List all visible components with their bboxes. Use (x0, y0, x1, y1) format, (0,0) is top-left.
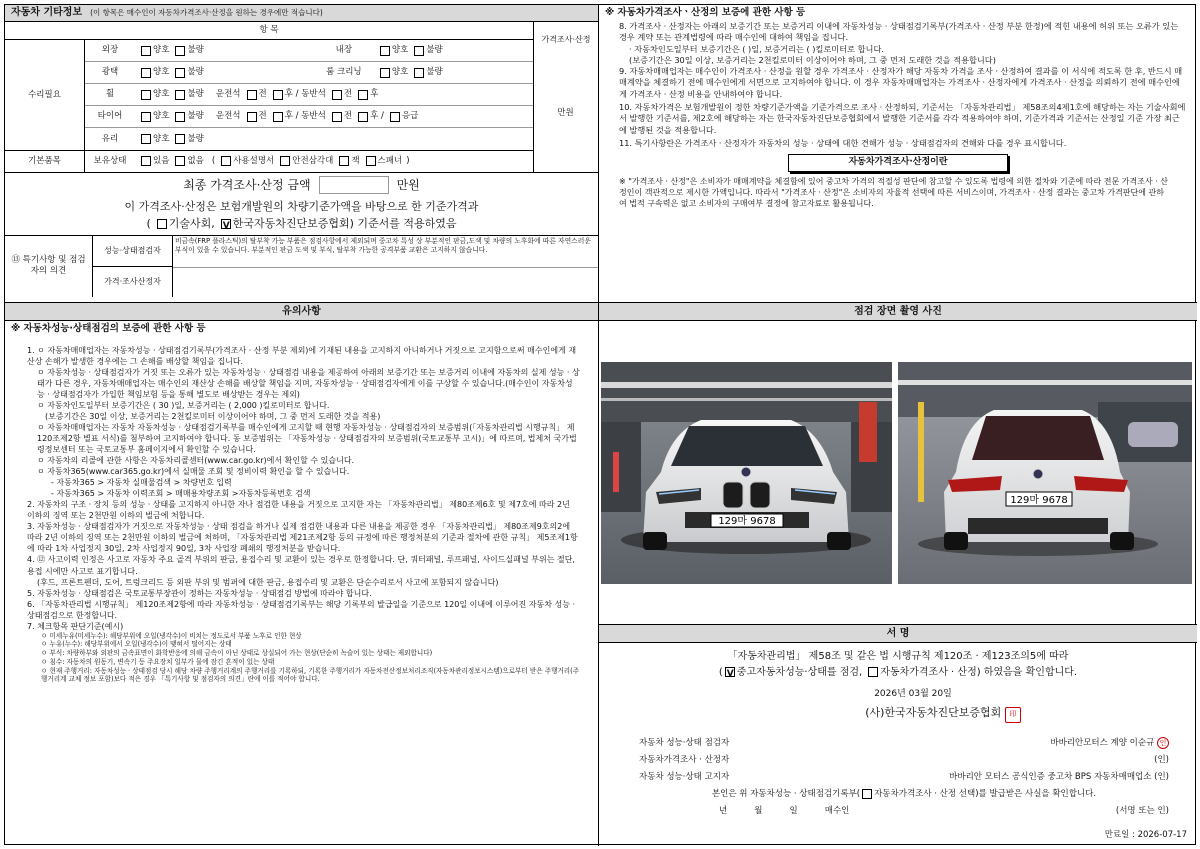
criteria-item: ㅇ 침수: 자동차의 원동기, 변속기 등 주요장치 일부가 물에 잠긴 흔적이 있는 상태 (41, 657, 275, 666)
position-checkbox[interactable] (332, 90, 342, 100)
criteria-item: ㅇ 부식: 차량하부와 외판의 금속표면이 화학반응에 의해 금속이 아닌 상태로 상실되어 가는 현상(단순히 녹슬어 있는 상태는 제외합니다) (41, 649, 433, 658)
expiry-date: 만료일 : 2026-07-17 (1104, 830, 1187, 841)
bad-checkbox[interactable] (175, 68, 185, 78)
sign-row: 자동차가격조사 · 산정자 (인) (639, 755, 1169, 765)
caution-item: ㅇ 자동차매매업자는 자동차 자동차성능 · 상태점검기록부를 매수인에게 고지할 때 현행 자동차성능 · 상태점검자의 보증범위(「자동차관리법 시행규칙」 제120조제2항 별표 서식)를 첨부하여 고지하여야 합니다. 동 보증범위는 「자동차성능 · 상태점검자의 보증범위(국토교통부 고시)」에 따르며, 법제처 국가법령정보센터 또는 국토교통부 홈페이지에서 확인할 수 있습니다. (37, 423, 577, 455)
caution-item: (후드, 프론트펜더, 도어, 트렁크리드 등 외판 부위 및 범퍼에 대한 판금, 용접수리 및 교환은 단순수리로서 사고에 포함되지 않습니다) (37, 577, 499, 587)
guarantee-title: ※ 자동차가격조사ㆍ산정의 보증에 관한 사항 등 (605, 7, 806, 18)
inspect-checkbox[interactable] (725, 667, 735, 677)
front-car-photo-image (601, 362, 892, 584)
position-checkbox[interactable] (247, 90, 257, 100)
good-checkbox[interactable] (141, 46, 151, 56)
triangle-checkbox[interactable] (280, 156, 290, 166)
sign-row: 자동차 성능·상태 고지자 바바리안 모터스 공식인증 중고차 BPS 자동차매매업소 (인) (639, 772, 1169, 782)
caution-item: ㅇ 자동차365(www.car365.go.kr)에서 실매물 조회 및 정비이력 확인을 할 수 있습니다. (37, 467, 350, 477)
standard-note: 이 가격조사·산정은 보험개발원의 차량기준가액을 바탕으로 한 기준가격과 ( 기술사회,V 한국자동차진단보증협회) 기준서를 적용하였음 (5, 198, 598, 232)
bad-checkbox[interactable] (175, 134, 185, 144)
row-glass: 유리 양호 불량 (101, 133, 204, 144)
confirm-line: 본인은 위 자동차성능 · 상태점검기록부( 자동차가격조사 · 산정 선택)를 발급받은 사실을 확인합니다. (711, 789, 1097, 799)
repair-rows (85, 40, 533, 150)
guarantee-section (599, 5, 1197, 302)
kadif-checkbox[interactable] (221, 219, 231, 229)
spanner-checkbox[interactable] (366, 156, 376, 166)
front-car-photo (601, 362, 892, 584)
guarantee-item: 10. 자동차가격은 보험개발원이 정한 차량기준가액을 기준가격으로 조사 · 산정하되, 기준서는 「자동차관리법」 제58조의4제1호에 해당하는 자는 기술사회에서 발행한 기준서를, 제2호에 해당하는 자는 한국자동차진단보증협회에서 발행한 기준서를 각각 적용하여야 하며, 기준가격과 기준서는 산정일 기준 가장 최근에 발행된 것을 적용합니다. (619, 102, 1186, 135)
caution-item: ㅇ 자동차성능 · 상태점검자가 거짓 또는 오류가 있는 자동차성능 · 상태점검 내용을 제공하여 아래의 보증기간 또는 보증거리 이내에 자동차의 실제 성능 · 상태가 다른 경우, 자동차매매업자는 매수인의 재산상 손해를 배상할 책임을 지며, 자동차성능 · 상태점검자에게 이를 구상할 수 있습니다.(매수인이 자동차성능 · 상태점검자가 가입한 책임보험 등을 통해 별도로 배상받는 경우는 제외) (37, 367, 580, 399)
bad-checkbox[interactable] (175, 90, 185, 100)
none-checkbox[interactable] (175, 156, 185, 166)
caution-item: ㅇ 자동차인도일부터 보증기간은 ( 30 )일, 보증거리는 ( 2,000 )킬로미터로 합니다. (37, 401, 330, 411)
criteria-item: ㅇ 누유(누수): 해당부위에서 오일(냉각수)이 맺혀서 떨어지는 상태 (41, 640, 232, 649)
row-tire: 타이어 양호 불량 운전석 전 후 / 동반석 전 후 / 응급 (85, 106, 533, 128)
basic-items-row: 기본품목 보유상태 있음 없음 ( 사용설명서 안전삼각대 잭 스패너 ) (5, 150, 533, 172)
sign-header: 서 명 (599, 625, 1197, 643)
col-item-header: 항 목 (5, 22, 533, 40)
good-checkbox[interactable] (141, 112, 151, 122)
inspector-seal-icon: 인 (1157, 737, 1169, 749)
good-checkbox[interactable] (141, 134, 151, 144)
good-checkbox[interactable] (141, 68, 151, 78)
position-checkbox[interactable] (358, 90, 368, 100)
position-checkbox[interactable] (358, 112, 368, 122)
guarantee-item: (보증기간은 30일 이상, 보증거리는 2천킬로미터 이상이어야 하며, 그 중 먼저 도래한 것을 적용합니다) (629, 54, 996, 65)
guarantee-item: 8. 가격조사 · 산정자는 아래의 보증기간 또는 보증거리 이내에 자동차성능 · 상태점검기록부(가격조사 · 산정 부분 한정)에 적힌 내용에 허위 또는 오류가 있는 경우 계약 또는 관계법령에 따라 매수인에 대하여 책임을 집니다. (619, 20, 1179, 43)
guarantee-item: · 자동차인도일부터 보증기간은 ( )일, 보증거리는 ( )킬로미터로 합니다. (629, 43, 884, 54)
row-polish: 광택 양호 불량 룸 크리닝 양호 불량 (85, 62, 533, 84)
buyer-line: 년 월 일 매수인 (서명 또는 인) (719, 806, 1169, 816)
special-inspector-label: 성능·상태점검자 (93, 235, 173, 267)
caution-item: 6. 「자동차관리법 시행규칙」 제120조제2항에 따라 자동차성능 · 상태점검기록부는 해당 기록부의 발급일을 기준으로 120일 이내에 이루어진 자동차 성능 · 상태점검으로 한정합니다. (27, 599, 576, 620)
pricing-box-title: 자동차가격조사·산정이란 (788, 154, 1008, 171)
other-info-note: (이 항목은 매수인이 자동차가격조사·산정을 원하는 경우에만 적습니다) (90, 8, 323, 18)
bad-checkbox[interactable] (414, 68, 424, 78)
position-checkbox[interactable] (247, 112, 257, 122)
caution-item: (보증기간은 30일 이상, 보증거리는 2천킬로미터 이상이어야 하며, 그 중 먼저 도래한 것을 적용) (45, 412, 381, 422)
special-inspector-text: 비금속(FRP 플라스틱)의 탈부착 가능 부품은 점검사항에서 제외되며 중고차 특성 상 부분적인 판금,도색 및 차량의 노후화에 따른 자연스러운 부식이 있을 수 있습니다. 부분적인 판금 도색 및 부식, 탈부착 가능한 공격부품 교환은 고지하지 않습니다. (175, 237, 591, 254)
position-checkbox[interactable] (273, 112, 283, 122)
caution-item: - 자동차365 > 자동차 이력조회 > 매매용차량조회 >자동차등록번호 검색 (51, 489, 311, 499)
kpe-checkbox[interactable] (157, 219, 167, 229)
criteria-item: ㅇ 미세누유(미세누수): 해당부위에 오일(냉각수)이 비치는 정도로서 부품 노후로 인한 현상 (41, 631, 302, 640)
row-wheel: 휠 양호 불량 운전석 전 후 / 동반석 전 후 (85, 84, 533, 106)
sign-rows (639, 735, 1169, 820)
good-checkbox[interactable] (380, 68, 390, 78)
rear-car-photo (898, 362, 1192, 584)
other-info-section (5, 5, 598, 297)
caution-item: 4. ⑫ 사고이력 인정은 사고로 자동차 주요 골격 부위의 판금, 용접수리 및 교환이 있는 경우로 한정합니다. 단, 쿼터패널, 루프패널, 사이드실패널 부위는 절단, 용접 시에만 사고로 표기합니다. (27, 555, 575, 576)
org-name: (사)한국자동차진단보증협회 (865, 706, 1002, 720)
special-label: ⑬ 특기사항 및 점검자의 의견 (5, 235, 93, 297)
sign-line1: 「자동차관리법」 제58조 및 같은 법 시행규칙 제120조 · 제123조의5에 따라 (727, 651, 1069, 662)
caution-item: 7. 체크항목 판단기준(예시) (27, 621, 124, 631)
sign-section: 「자동차관리법」 제58조 및 같은 법 시행규칙 제120조 · 제123조의5에 따라 (V 중고자동차성능·상태를 점검, 자동차가격조사 · 산정) 하였음을 확인합니다. 2026년 03월 20일 (사)한국자동차진단보증협회 印 자동차 성능·상태 점검자 바바리안모터스 계양 이순규 인 자동차가격조사 · 산정자 (인) 자동차 성능·상태 고지자 바바리안 모터스 공식인증 중고차 BPS 자동차매매업소 (인) 본인은 위 자동차성능 · 상태점검기록부( 자동차가격조사 · 산정 선택)를 발급받은 사실을 확인합니다. 년 월 일 매수인 (서명 또는 인) 만료일 : 2026-07-17 (599, 645, 1197, 845)
criteria-item: ㅇ 현재 주행거리: 자동차성능 · 상태점검 당시 해당 차량 주행거리계의 주행거리를 기록하되, 기록한 주행거리가 자동차전산정보처리조직(자동차관리정보시스템)으로부터 받은 주행거리(주행거리계 교체 정보 포함)보다 적은 경우 「특기사항 및 점검자의 의견」란에 이를 적어야 합니다. (41, 666, 580, 684)
confirm-pricing-checkbox[interactable] (862, 789, 872, 799)
good-checkbox[interactable] (380, 46, 390, 56)
jack-checkbox[interactable] (339, 156, 349, 166)
sign-row: 자동차 성능·상태 점검자 바바리안모터스 계양 이순규 인 (639, 735, 1169, 752)
caution-header: 유의사항 (5, 303, 598, 321)
bad-checkbox[interactable] (175, 112, 185, 122)
caution-item: 1. ㅇ 자동차매매업자는 자동차성능 · 상태점검기록부(가격조사 · 산정 부분 제외)에 기재된 내용을 고지하지 아니하거나 거짓으로 고지함으로써 매수인에게 재산상 손해가 발생한 경우에는 그 손해를 배상할 책임을 집니다. (27, 345, 577, 366)
col-price-header: 가격조사·산정 (533, 22, 598, 58)
sign-date: 2026년 03월 20일 (874, 689, 952, 699)
rear-car-photo-image (898, 362, 1192, 584)
bad-checkbox[interactable] (175, 46, 185, 56)
caution-section (5, 321, 598, 846)
price-unit: 만원 (557, 107, 574, 118)
special-pricer-label: 가격·조사산정자 (93, 267, 173, 297)
caution-item: 3. 자동차성능 · 상태점검자가 거짓으로 자동차성능 · 상태 점검을 하거나 실제 점검한 내용과 다른 내용을 제공한 경우 「자동차관리법」 제80조제9호의2에 따라 2년 이하의 징역 또는 2천만원 이하의 벌금에 처하며, 「자동차관리법 제21조제2항 등의 규정에 따른 행정처분의 기준과 절차에 관한 규칙」 제5조제1항에 따라 1차 사업정지 30일, 2차 사업정지 90일, 3차 사업장 폐쇄의 행정처분을 받습니다. (27, 522, 578, 554)
position-checkbox[interactable] (273, 90, 283, 100)
photos-header: 점검 장면 촬영 사진 (599, 303, 1197, 321)
caution-item: 5. 자동차성능 · 상태점검은 국토교통부장관이 정하는 자동차성능 · 상태점검 방법에 따라야 합니다. (27, 588, 372, 598)
repair-label: 수리필요 (5, 40, 85, 150)
bad-checkbox[interactable] (414, 46, 424, 56)
final-price-input[interactable] (319, 176, 389, 194)
row-exterior: 외장 양호 불량 내장 양호 불량 (85, 40, 533, 62)
rear-plate-text: 129마 9678 (1010, 495, 1068, 506)
pricing-checkbox[interactable] (868, 667, 878, 677)
caution-title: ※ 자동차성능·상태점검의 보증에 관한 사항 등 (11, 323, 206, 334)
other-info-title-bar (5, 5, 598, 22)
caution-item: - 자동차365 > 자동차 실매물검색 > 차량번호 입력 (51, 478, 232, 488)
position-checkbox[interactable] (332, 112, 342, 122)
final-price-row: 최종 가격조사·산정 금액 만원 (5, 172, 598, 198)
pricing-box-text: ※ "가격조사 · 산정"은 소비자가 매매계약을 체결함에 있어 중고차 가격의 적절성 판단에 참고할 수 있도록 법령에 의한 절차와 기준에 따라 전문 가격조사 · 산정인이 객관적으로 제시한 가액입니다. 따라서 "가격조사 · 산정"은 소비자의 자율적 선택에 따른 서비스이며, 가격조사 · 산정 결과는 중고차 가격판단에 관하여 법적 구속력은 없고 소비자의 구매여부 결정에 참고자료로 활용됩니다. (619, 176, 1169, 208)
guarantee-item: 11. 특기사항란은 가격조사 · 산정자가 자동차의 성능 · 상태에 대한 견해가 성능 · 상태점검자의 견해와 다를 경우 표시합니다. (619, 138, 1067, 148)
org-seal-icon: 印 (1005, 707, 1021, 723)
front-plate-text: 129마 9678 (718, 516, 776, 527)
good-checkbox[interactable] (141, 90, 151, 100)
guarantee-item: 9. 자동차매매업자는 매수인이 가격조사 · 산정을 원할 경우 가격조사 · 산정자가 해당 자동차 가격을 조사 · 산정하여 결과를 이 서식에 적도록 한 후, 반드시 매매계약을 체결하기 전에 매수인에게 서면으로 고지하여야 합니다. 이 경우 자동차매매업자는 가격조사 · 산정자에게 가격조사 · 산정을 의뢰하기 전에 매수인에게 가격조사 · 산정 비용을 안내하여야 합니다. (619, 66, 1183, 99)
inspection-document (4, 4, 1196, 845)
has-checkbox[interactable] (141, 156, 151, 166)
other-info-title: 자동차 기타정보 (11, 6, 83, 18)
emergency-checkbox[interactable] (390, 112, 400, 122)
manual-checkbox[interactable] (221, 156, 231, 166)
caution-item: 2. 자동차의 구조 · 장치 등의 성능 · 상태를 고지하지 아니한 자나 점검한 내용을 거짓으로 고지한 자는 「자동차관리법」 제80조제6호 및 제7호에 따라 2년 이하의 징역 또는 2천만원 이하의 벌금에 처합니다. (27, 500, 570, 521)
caution-item: ㅇ 자동차의 리콜에 관한 사항은 자동차리콜센터(www.car.go.kr)에서 확인할 수 있습니다. (37, 456, 355, 466)
